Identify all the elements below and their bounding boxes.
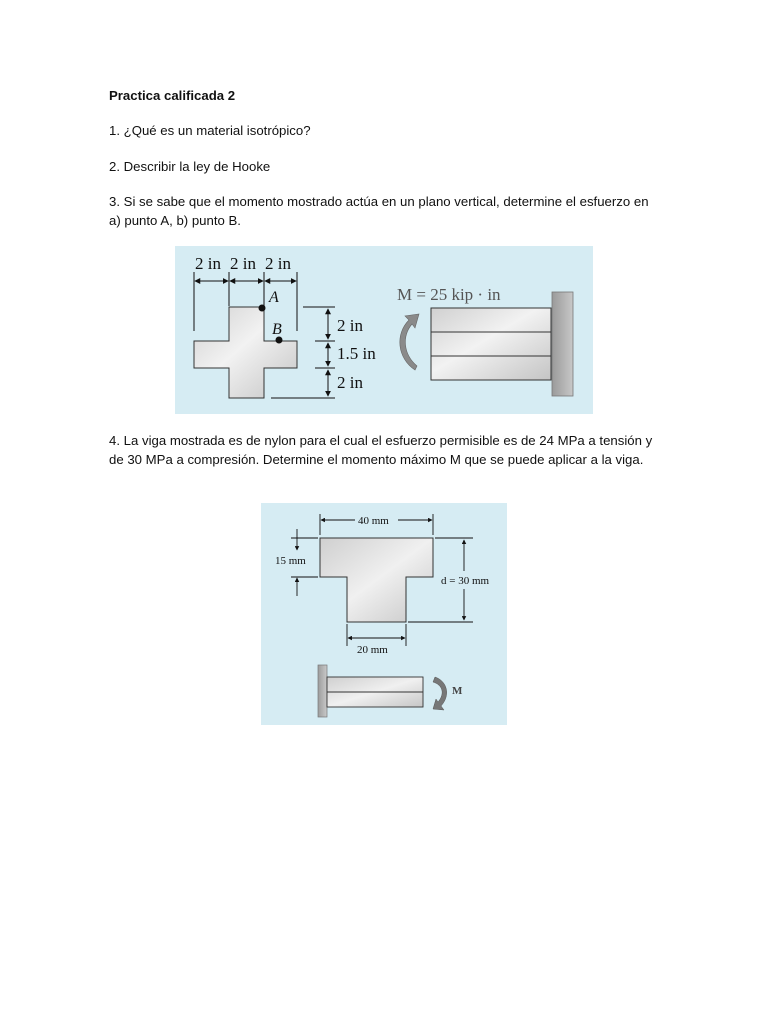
figure-t-section-moment [261,503,507,725]
height-label-2: 1.5 in [337,344,376,363]
web-dimension-lines [347,624,406,646]
figure-cross-section-moment [175,246,593,414]
web-width-label: 20 mm [357,644,388,656]
page-title: Practica calificada 2 [109,88,236,103]
depth-label: d = 30 mm [441,575,490,587]
moment-arrow-icon [433,677,447,710]
height-label-3: 2 in [337,373,363,392]
point-a-label: A [269,289,279,306]
moment-label: M [452,685,463,697]
width-label-3: 2 in [265,254,291,273]
fixed-wall [552,292,573,396]
fixed-wall [318,665,327,717]
width-label-1: 2 in [195,254,221,273]
question-1: 1. ¿Qué es un material isotrópico? [109,123,311,138]
moment-label: M = 25 kip · in [397,285,501,304]
question-2: 2. Describir la ley de Hooke [109,159,271,174]
beam-body [327,677,423,707]
beam-body [431,308,551,380]
height-label-1: 2 in [337,316,363,335]
flange-thickness-label: 15 mm [275,555,306,567]
question-4: 4. La viga mostrada es de nylon para el cual el esfuerzo permisible es de 24 MPa a tensión y de 30 MPa a compresión. Determine el momento máximo M que se puede aplicar a la viga. [109,433,653,467]
figure-2-drawing [261,503,507,725]
point-b-label: B [272,321,282,338]
point-a-marker [259,305,266,312]
question-3: 3. Si se sabe que el momento mostrado actúa en un plano vertical, determine el esfuerzo en a) punto A, b) punto B. [109,194,649,228]
width-label-2: 2 in [230,254,256,273]
top-width-label: 40 mm [358,515,389,527]
moment-arrow-icon [400,314,419,370]
figure-1-drawing [175,246,593,414]
t-section-shape [320,538,433,622]
